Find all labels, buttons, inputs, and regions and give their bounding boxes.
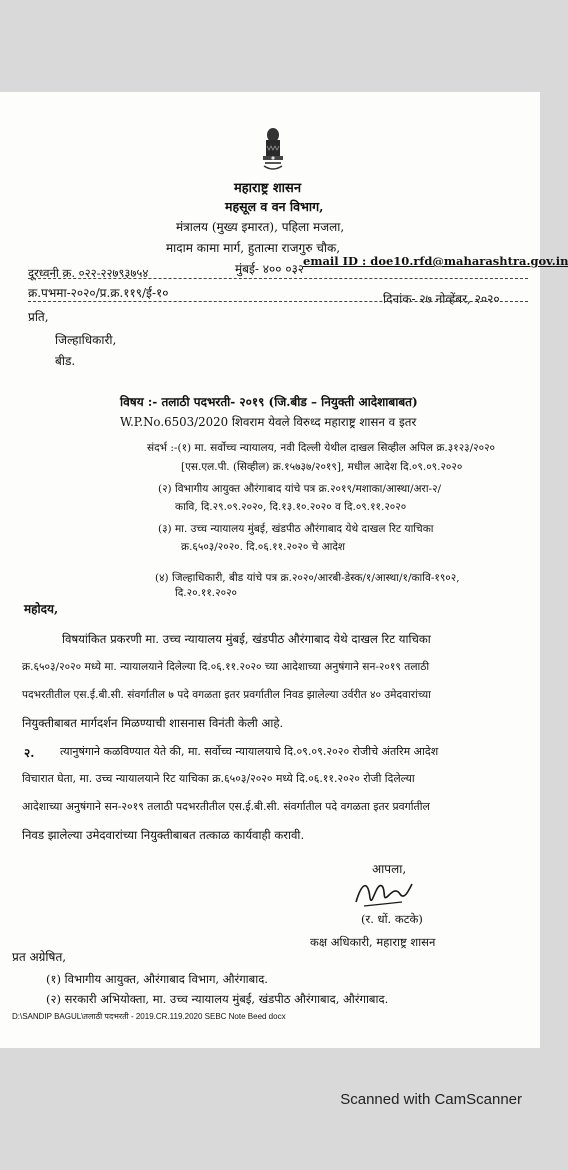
bottom-bar — [0, 1048, 540, 1170]
closing-yours: आपला, — [372, 862, 407, 876]
reference-2a: (२) विभागीय आयुक्त औरंगाबाद यांचे पत्र क्र.२०१९/मशाका/आस्था/अरा-२/ — [158, 483, 442, 495]
para2-line-2: विचारात घेता, मा. उच्च न्यायालयाने रिट याचिका क्र.६५०३/२०२० मध्ये दि.०६.११.२०२० रोजी दिलेल्या — [22, 772, 415, 785]
reference-4a: (४) जिल्हाधिकारी, बीड यांचे पत्र क्र.२०२०/आरबी-डेस्क/१/आस्था/१/कावि-१९०२, — [155, 572, 460, 584]
subject-line-1: विषय :- तलाठी पदभरती- २०१९ (जि.बीड – नियुक्ती आदेशाबाबत) — [120, 395, 418, 409]
para1-line-2: क्र.६५०३/२०२० मध्ये मा. न्यायालयाने दिलेल्या दि.०६.११.२०२० च्या आदेशाच्या अनुषंगाने सन-२०१९ तलाठी — [22, 661, 430, 673]
reference-3b: क्र.६५०३/२०२०. दि.०६.११.२०२० चे आदेश — [181, 541, 346, 553]
copy-item-1: (१) विभागीय आयुक्त, औरंगाबाद विभाग, औरंगाबाद. — [46, 972, 268, 986]
file-path: D:\SANDIP BAGUL\तलाठी पदभरती - 2019.CR.119.2020 SEBC Note Beed docx — [12, 1012, 286, 1021]
letterhead-dept: महसूल व वन विभाग, — [225, 199, 324, 214]
copy-heading: प्रत अग्रेषित, — [12, 950, 67, 964]
document-page — [0, 92, 568, 1048]
salutation: महोदय, — [24, 602, 59, 616]
camscanner-watermark: Scanned with CamScanner — [340, 1091, 522, 1108]
recipient-title: जिल्हाधिकारी, — [55, 333, 117, 347]
para1-line-1: विषयांकित प्रकरणी मा. उच्च न्यायालय मुंबई, खंडपीठ औरंगाबाद येथे दाखल रिट याचिका — [62, 632, 431, 646]
para2-line-4: निवड झालेल्या उमेदवारांच्या नियुक्तीबाबत तत्काळ कार्यवाही करावी. — [22, 828, 305, 842]
reference-1b: [एस.एल.पी. (सिव्हील) क्र.१५७३७/२०१९], मधील आदेश दि.०९.०९.२०२० — [181, 461, 463, 473]
reference-2b: कावि, दि.२९.०९.२०२०, दि.१३.१०.२०२० व दि.०९.११.२०२० — [175, 501, 407, 513]
copy-item-2: (२) सरकारी अभियोक्ता, मा. उच्च न्यायालय मुंबई, खंडपीठ औरंगाबाद, औरंगाबाद. — [46, 992, 389, 1006]
subject-line-2: W.P.No.6503/2020 शिवराम येवले विरुध्द महाराष्ट्र शासन व इतर — [120, 415, 417, 429]
divider-line-2 — [28, 301, 528, 302]
letter-date: दिनांक- २७ नोव्हेंबर, २०२० — [383, 292, 500, 306]
recipient-place: बीड. — [55, 354, 76, 368]
letterhead-address-1: मंत्रालय (मुख्य इमारत), पहिला मजला, — [176, 220, 345, 234]
para2-line-1: त्यानुषंगाने कळविण्यात येते की, मा. सर्वोच्च न्यायालयाचे दि.०९.०९.२०२० रोजीचे अंतरिम आदेश — [60, 745, 439, 758]
letterhead-address-3: मुंबई- ४०० ०३२ — [235, 262, 305, 276]
para2-line-3: आदेशाच्या अनुषंगाने सन-२०१९ तलाठी पदभरतीतील एस.ई.बी.सी. संवर्गातील पदे वगळता इतर प्रवर्गातील — [22, 800, 430, 813]
letterhead-address-2: मादाम कामा मार्ग, हुतात्मा राजगुरु चौक, — [166, 241, 341, 255]
divider-line — [28, 278, 528, 279]
letterhead-org: महाराष्ट्र शासन — [234, 181, 302, 196]
reference-number: क्र.पभमा-२०२०/प्र.क्र.११९/ई-१० — [28, 286, 169, 300]
email-address: email ID : doe10.rfd@maharashtra.gov.in — [303, 254, 568, 268]
para1-line-4: नियुक्तीबाबत मार्गदर्शन मिळण्याची शासनास विनंती केली आहे. — [22, 716, 284, 730]
phone-number: दूरध्वनी क्र. ०२२-२२७९३७५४ — [28, 266, 149, 280]
recipient-to: प्रति, — [28, 310, 49, 324]
reference-4b: दि.२०.११.२०२० — [175, 587, 237, 599]
top-bar — [0, 0, 540, 92]
signature-icon — [352, 872, 414, 916]
para2-number: २. — [24, 746, 35, 760]
signatory-designation: कक्ष अधिकारी, महाराष्ट्र शासन — [310, 935, 436, 949]
reference-1a: संदर्भ :-(१) मा. सर्वोच्च न्यायालय, नवी दिल्ली येथील दाखल सिव्हील अपिल क्र.३१२३/२०२० — [147, 442, 495, 454]
reference-3a: (३) मा. उच्च न्यायालय मुंबई, खंडपीठ औरंगाबाद येथे दाखल रिट याचिका — [158, 523, 434, 535]
signatory-name: (र. धों. कटके) — [361, 912, 423, 926]
para1-line-3: पदभरतीतील एस.ई.बी.सी. संवर्गातील ७ पदे वगळता इतर प्रवर्गातील निवड झालेल्या उर्वरीत ४० उमेदवारांच्या — [22, 689, 431, 701]
state-emblem-icon — [258, 126, 288, 174]
